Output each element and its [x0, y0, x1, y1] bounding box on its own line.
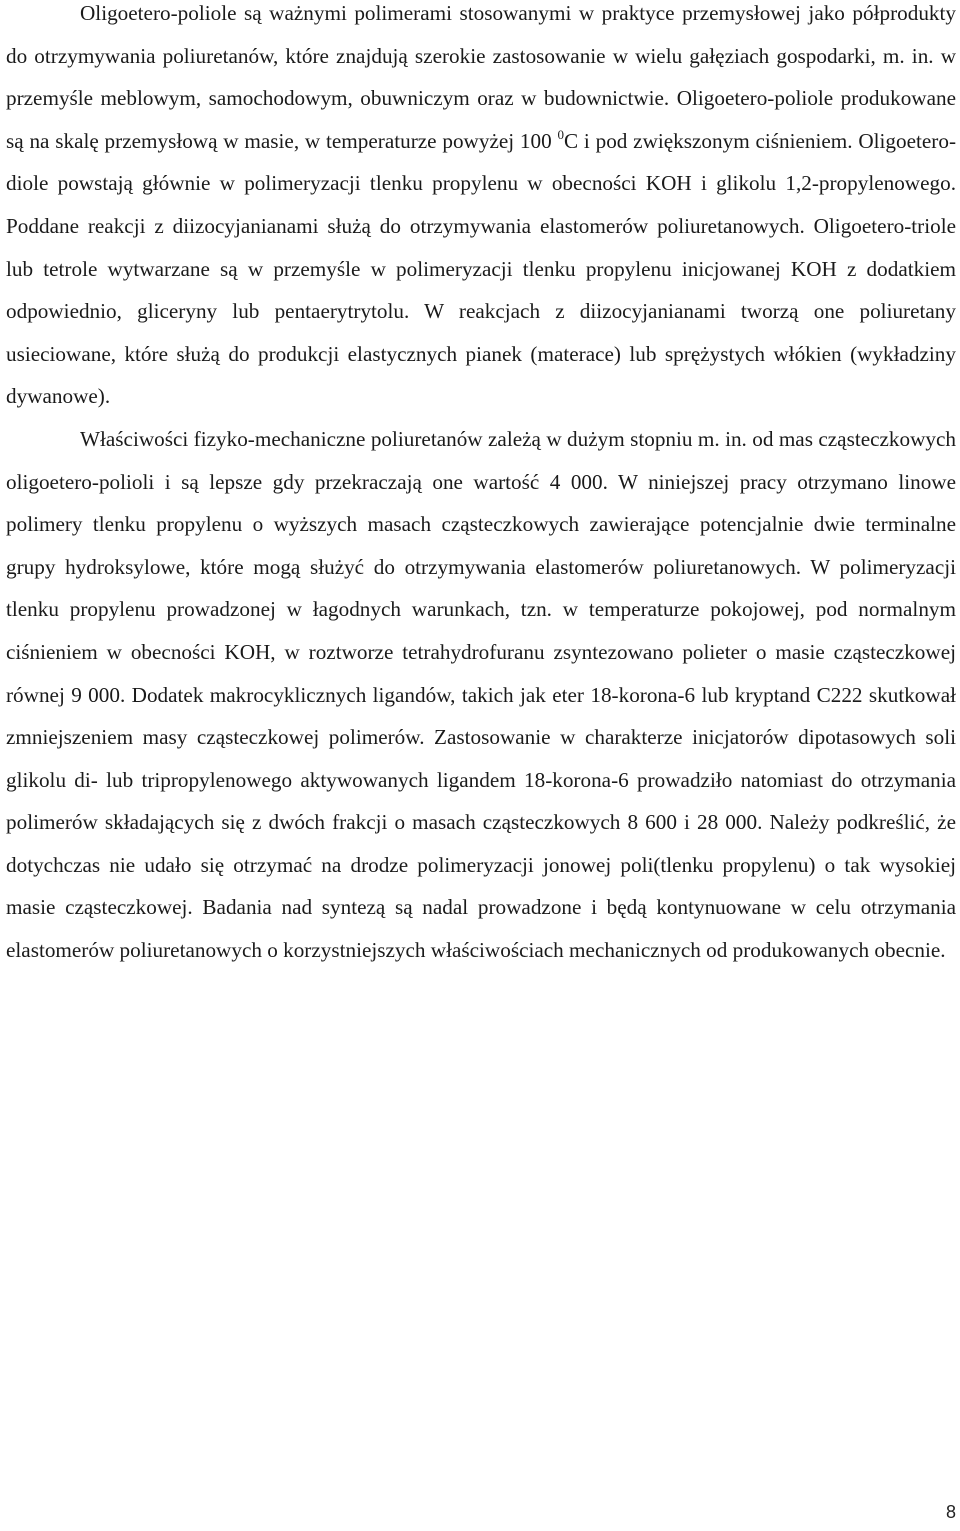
paragraph-2: Właściwości fizyko-mechaniczne poliuretanów zależą w dużym stopniu m. in. od mas cząsteczkowych oligoetero-polioli i są lepsze gdy przekraczają one wartość 4 000. W niniejszej pracy otrzymano linowe polimery tlenku propylenu o wyższych masach cząsteczkowych zawierające potencjalnie dwie terminalne grupy hydroksylowe, które mogą służyć do otrzymywania elastomerów poliuretanowych. W polimeryzacji tlenku propylenu prowadzonej w łagodnych warunkach, tzn. w temperaturze pokojowej, pod normalnym ciśnieniem w obecności KOH, w roztworze tetrahydrofuranu zsyntezowano polieter o masie cząsteczkowej równej 9 000. Dodatek makrocyklicznych ligandów, takich jak eter 18-korona-6 lub kryptand C222 skutkował zmniejszeniem masy cząsteczkowej polimerów. Zastosowanie w charakterze inicjatorów dipotasowych soli glikolu di- lub tripropylenowego aktywowanych ligandem 18-korona-6 prowadziło natomiast do otrzymania polimerów składających się z dwóch frakcji o masach cząsteczkowych 8 600 i 28 000. Należy podkreślić, że dotychczas nie udało się otrzymać na drodze polimeryzacji jonowej poli(tlenku propylenu) o tak wysokiej masie cząsteczkowej. Badania nad syntezą są nadal prowadzone i będą kontynuowane w celu otrzymania elastomerów poliuretanowych o korzystniejszych właściwościach mechanicznych od produkowanych obecnie.	[6, 426, 956, 963]
paragraph-1	[6, 0, 956, 418]
paragraph-1-text-part-1: Oligoetero-poliole są ważnymi polimerami stosowanymi w praktyce przemysłowej jako półprodukty do otrzymywania poliuretanów, które znajdują szerokie zastosowanie w wielu gałęziach gospodarki, m. in. w przemyśle meblowym, samochodowym, obuwniczym oraz w budownictwie. Oligoetero-poliole produkowane są na skalę przemysłową w masie, w temperaturze powyżej 100	[6, 1, 956, 153]
paragraph-1-text-part-2: C i pod zwiększonym ciśnieniem. Oligoetero-diole powstają głównie w polimeryzacji tlenku propylenu w obecności KOH i glikolu 1,2-propylenowego. Poddane reakcji z diizocyjanianami służą do otrzymywania elastomerów poliuretanowych. Oligoetero-triole lub tetrole wytwarzane są w przemyśle w polimeryzacji tlenku propylenu inicjowanej KOH z dodatkiem odpowiednio, gliceryny lub pentaerytrytolu. W reakcjach z diizocyjanianami tworzą one poliuretany usieciowane, które służą do produkcji elastycznych pianek (materace) lub sprężystych włókien (wykładziny dywanowe).	[6, 128, 956, 409]
degree-superscript: 0	[557, 126, 564, 142]
page-number: 8	[945, 1502, 956, 1522]
document-page	[6, 0, 956, 972]
